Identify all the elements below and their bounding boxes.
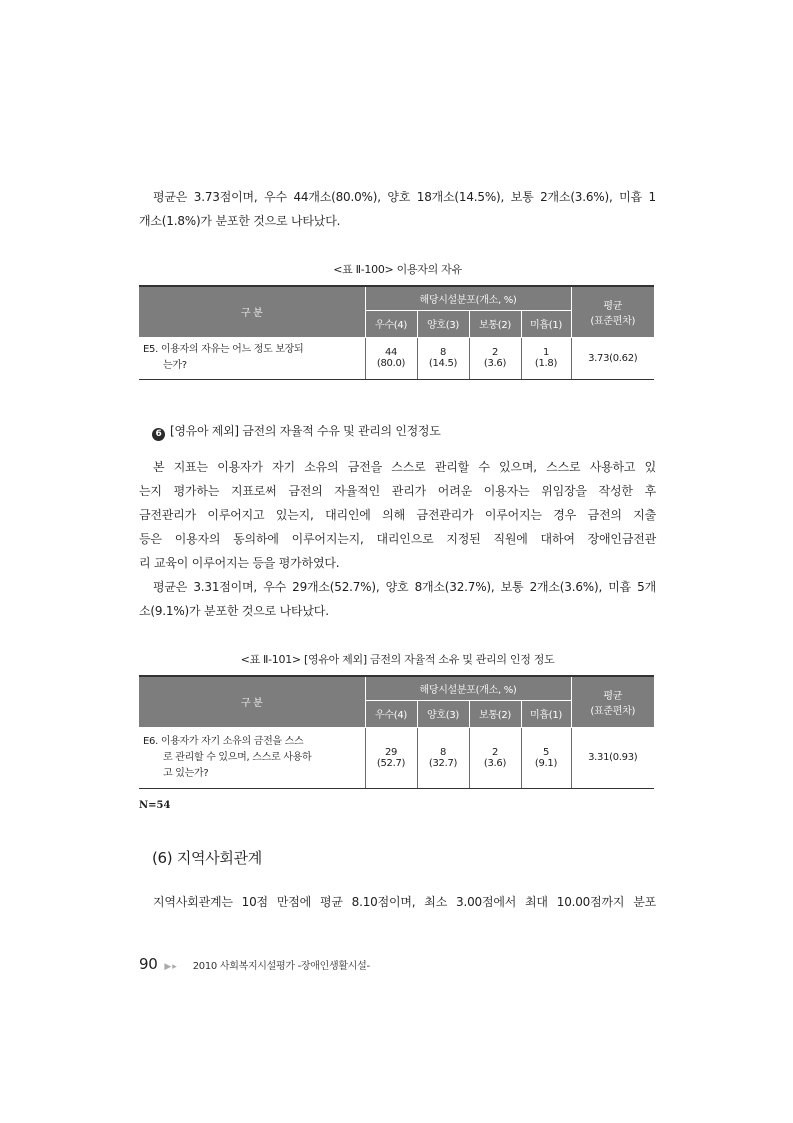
header-distribution: 해당시설분포(개소, %) bbox=[365, 676, 571, 700]
count-cell: 8 (32.7) bbox=[417, 727, 469, 788]
paragraph-line: 평균은 3.73점이며, 우수 44개소(80.0%), 양호 18개소(14.5%), 보통 2개소(3.6%), 미흡 1 bbox=[153, 190, 656, 204]
question-line: 로 관리할 수 있으며, 스스로 사용하 bbox=[163, 751, 312, 763]
header-distribution: 해당시설분포(개소, %) bbox=[365, 286, 571, 310]
question-line: E5. 이용자의 자유는 어느 정도 보장되 bbox=[143, 344, 304, 355]
page-footer bbox=[139, 955, 370, 973]
section-heading: (6) 지역사회관계 bbox=[152, 849, 262, 867]
paragraph-line: 평균은 3.31점이며, 우수 29개소(52.7%), 양호 8개소(32.7%), 보통 2개소(3.6%), 미흡 5개 bbox=[153, 580, 656, 594]
paragraph-line: 등은 이용자의 동의하에 이루어지는지, 대리인으로 지정된 직원에 대하여 장애인금전관 bbox=[139, 532, 656, 546]
subsection-heading bbox=[152, 422, 441, 441]
count-cell: 8 (14.5) bbox=[417, 337, 469, 379]
result-paragraph bbox=[139, 575, 656, 623]
paragraph-line: 는지 평가하는 지표로써 금전의 자율적인 관리가 어려운 이용자는 위임장을 작성한 후 bbox=[139, 484, 656, 498]
count-cell: 1 (1.8) bbox=[521, 337, 571, 379]
header-category: 구 분 bbox=[139, 286, 365, 337]
circled-number-icon: 6 bbox=[152, 428, 165, 441]
paragraph-line: 지역사회관계는 10점 만점에 평균 8.10점이며, 최소 3.00점에서 최대 10.00점까지 분포 bbox=[153, 895, 656, 909]
table-caption: <표 Ⅱ-100> 이용자의 자유 bbox=[333, 263, 462, 276]
header-mean-line1: 평균 bbox=[603, 690, 623, 702]
question-line: 고 있는가? bbox=[163, 767, 209, 779]
header-grade: 우수(4) bbox=[365, 310, 417, 337]
count-cell: 2 (3.6) bbox=[469, 337, 521, 379]
header-grade: 미흡(1) bbox=[521, 700, 571, 727]
header-grade: 보통(2) bbox=[469, 700, 521, 727]
question-line: E6. 이용자가 자기 소유의 금전을 스스 bbox=[143, 735, 304, 747]
question-line: 는가? bbox=[163, 360, 187, 371]
header-mean-line2: (표준편차) bbox=[590, 705, 636, 717]
question-cell bbox=[139, 337, 365, 379]
subsection-title: [영유아 제외] 금전의 자율적 수유 및 관리의 인정정도 bbox=[170, 424, 441, 438]
paragraph-line: 소(9.1%)가 분포한 것으로 나타났다. bbox=[139, 604, 329, 618]
header-mean bbox=[571, 286, 654, 337]
count-cell: 44 (80.0) bbox=[365, 337, 417, 379]
header-grade: 미흡(1) bbox=[521, 310, 571, 337]
count-cell: 2 (3.6) bbox=[469, 727, 521, 788]
paragraph-line: 금전관리가 이루어지고 있는지, 대리인에 의해 금전관리가 이루어지는 경우 금전의 지출 bbox=[139, 508, 656, 522]
mean-cell: 3.31(0.93) bbox=[571, 727, 654, 788]
header-grade: 우수(4) bbox=[365, 700, 417, 727]
freedom-table bbox=[139, 285, 654, 380]
table-caption: <표 Ⅱ-101> [영유아 제외] 금전의 자율적 소유 및 관리의 인정 정도 bbox=[240, 653, 555, 666]
sample-size-note: N=54 bbox=[139, 800, 171, 811]
arrow-icon: ▶▸ bbox=[164, 962, 178, 972]
money-management-table bbox=[139, 675, 654, 789]
running-title: 2010 사회복지시설평가 -장애인생활시설- bbox=[192, 961, 370, 972]
header-mean-line2: (표준편차) bbox=[590, 315, 636, 327]
header-grade: 양호(3) bbox=[417, 700, 469, 727]
question-cell bbox=[139, 727, 365, 788]
count-cell: 29 (52.7) bbox=[365, 727, 417, 788]
header-mean-line1: 평균 bbox=[603, 300, 623, 312]
table-row bbox=[139, 337, 654, 379]
community-paragraph bbox=[139, 890, 656, 914]
paragraph-line: 개소(1.8%)가 분포한 것으로 나타났다. bbox=[139, 214, 341, 228]
count-cell: 5 (9.1) bbox=[521, 727, 571, 788]
page-number: 90 bbox=[139, 955, 158, 973]
header-mean bbox=[571, 676, 654, 727]
header-category: 구 분 bbox=[139, 676, 365, 727]
paragraph-line: 본 지표는 이용자가 자기 소유의 금전을 스스로 관리할 수 있으며, 스스로 사용하고 있 bbox=[153, 460, 656, 474]
table-row bbox=[139, 727, 654, 788]
header-grade: 양호(3) bbox=[417, 310, 469, 337]
indicator-paragraph bbox=[139, 455, 656, 575]
paragraph-line: 리 교육이 이루어지는 등을 평가하였다. bbox=[139, 556, 340, 570]
header-grade: 보통(2) bbox=[469, 310, 521, 337]
intro-paragraph bbox=[139, 185, 656, 233]
mean-cell: 3.73(0.62) bbox=[571, 337, 654, 379]
